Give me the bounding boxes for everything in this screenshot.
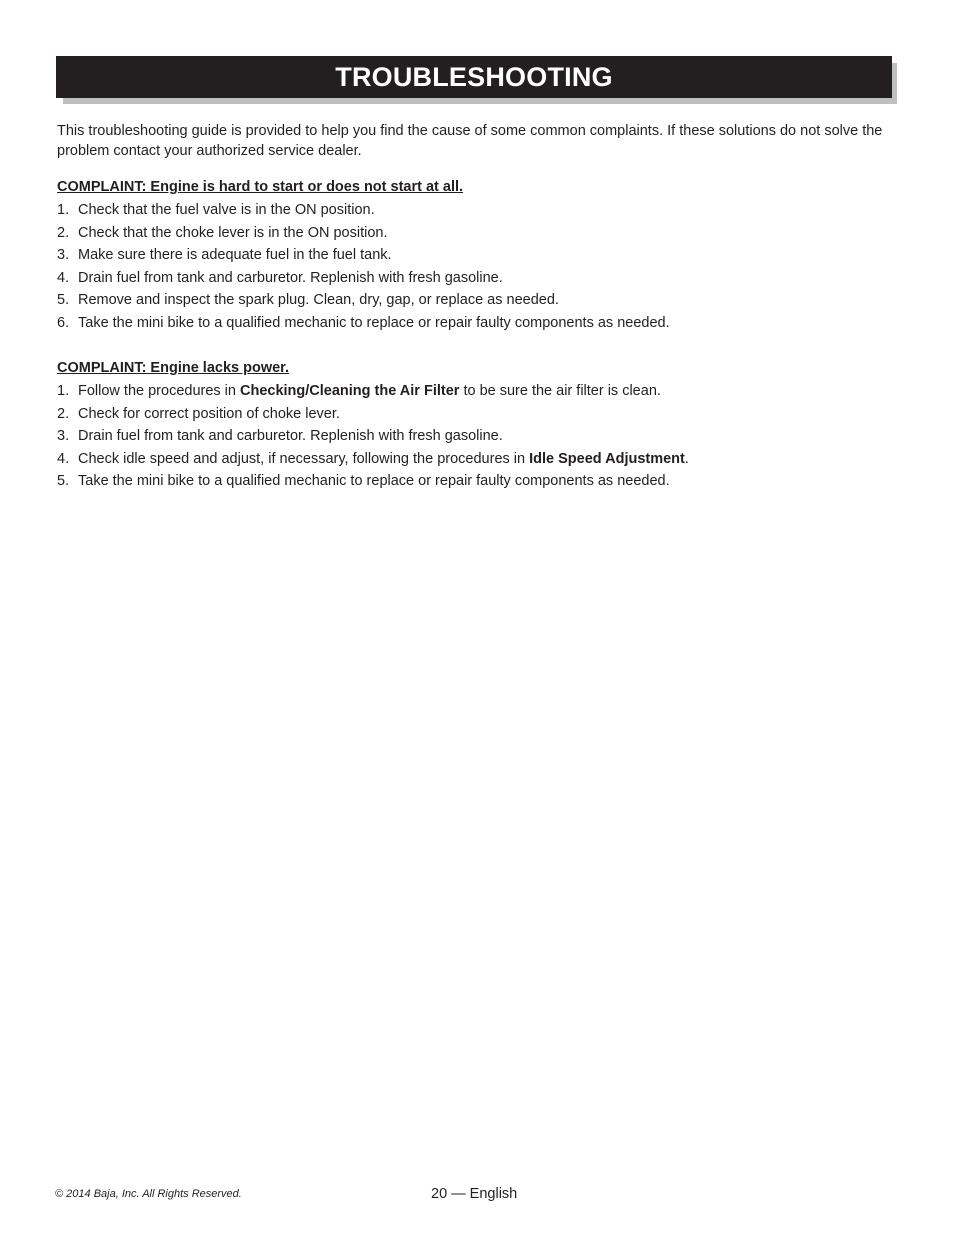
complaint-heading: COMPLAINT: Engine is hard to start or does not start at all. (57, 179, 464, 195)
steps-list (57, 380, 897, 493)
complaint-section-lacks-power (57, 359, 897, 493)
list-item: 3. Make sure there is adequate fuel in the fuel tank. (57, 247, 392, 264)
reference-air-filter: Checking/Cleaning the Air Filter (240, 383, 460, 399)
footer-copyright: © 2014 Baja, Inc. All Rights Reserved. (55, 1188, 242, 1200)
list-item: 5. Remove and inspect the spark plug. Clean, dry, gap, or replace as needed. (57, 292, 559, 309)
list-item: 4. Drain fuel from tank and carburetor. Replenish with fresh gasoline. (57, 269, 503, 286)
list-item: 6. Take the mini bike to a qualified mechanic to replace or repair faulty components as needed. (57, 314, 670, 331)
complaint-heading: COMPLAINT: Engine lacks power. (57, 360, 290, 376)
footer-page-number: 20 — English (431, 1186, 518, 1202)
steps-list (57, 199, 897, 335)
list-item: 2. Check for correct position of choke lever. (57, 405, 340, 422)
list-item: 5. Take the mini bike to a qualified mechanic to replace or repair faulty components as needed. (57, 473, 670, 490)
page-title: TROUBLESHOOTING (335, 61, 613, 92)
intro-paragraph: This troubleshooting guide is provided to help you find the cause of some common complaints. If these solutions do not solve the problem contact your authorized service dealer. (57, 123, 883, 159)
list-item: 2. Check that the choke lever is in the ON position. (57, 224, 388, 241)
reference-idle-speed: Idle Speed Adjustment (529, 450, 685, 467)
title-banner (56, 56, 892, 98)
list-item: 1. Follow the procedures in Checking/Cleaning the Air Filter to be sure the air filter is clean. (57, 383, 661, 399)
list-item: 4. Check idle speed and adjust, if necessary, following the procedures in Idle Speed Adjustment. (57, 450, 689, 467)
complaint-section-hard-start (57, 178, 897, 335)
list-item: 3. Drain fuel from tank and carburetor. Replenish with fresh gasoline. (57, 428, 503, 445)
list-item: 1. Check that the fuel valve is in the ON position. (57, 202, 375, 218)
